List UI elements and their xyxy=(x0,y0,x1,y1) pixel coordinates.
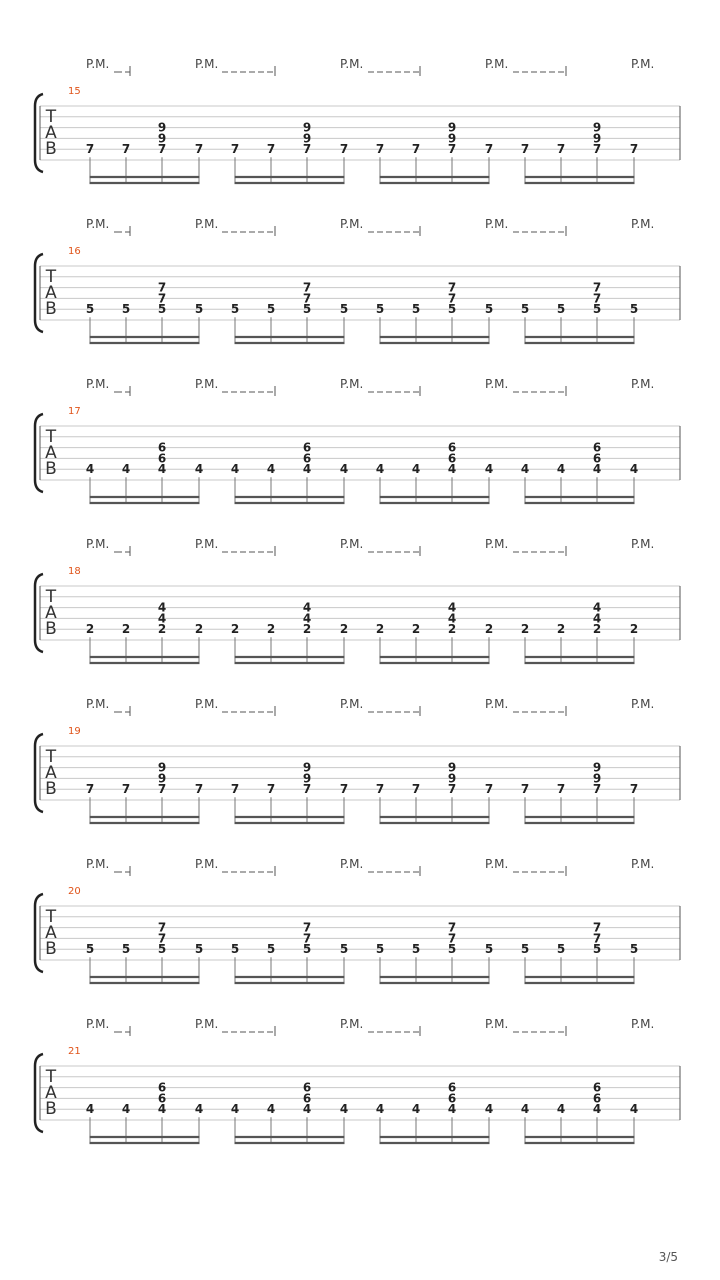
palm-mute-label: P.M. xyxy=(631,377,655,391)
fret-number: 4 xyxy=(520,462,530,477)
tab-clef-letter: T xyxy=(45,106,57,127)
palm-mute-label: P.M. xyxy=(195,1017,219,1031)
fret-number: 5 xyxy=(157,942,167,957)
fret-number: 5 xyxy=(520,942,530,957)
measure-number: 19 xyxy=(68,726,81,737)
fret-number: 7 xyxy=(592,291,602,306)
fret-number: 7 xyxy=(85,142,95,157)
fret-number: 6 xyxy=(592,440,602,455)
fret-number: 6 xyxy=(157,1080,167,1095)
fret-number: 7 xyxy=(375,142,385,157)
fret-number: 2 xyxy=(302,622,312,637)
fret-number: 5 xyxy=(447,302,457,317)
fret-number: 5 xyxy=(556,942,566,957)
fret-number: 7 xyxy=(157,782,167,797)
tab-clef-letter: B xyxy=(45,138,57,159)
tab-clef-letter: B xyxy=(45,298,57,319)
fret-number: 5 xyxy=(484,942,494,957)
fret-number: 7 xyxy=(592,931,602,946)
fret-number: 4 xyxy=(629,1102,639,1117)
fret-number: 7 xyxy=(157,291,167,306)
fret-number: 9 xyxy=(447,760,457,775)
fret-number: 5 xyxy=(447,942,457,957)
fret-number: 7 xyxy=(411,142,421,157)
fret-number: 7 xyxy=(302,280,312,295)
fret-number: 6 xyxy=(302,440,312,455)
fret-number: 7 xyxy=(266,142,276,157)
fret-number: 2 xyxy=(157,622,167,637)
fret-number: 2 xyxy=(629,622,639,637)
fret-number: 2 xyxy=(85,622,95,637)
fret-number: 4 xyxy=(592,1102,602,1117)
fret-number: 7 xyxy=(85,782,95,797)
palm-mute-label: P.M. xyxy=(86,57,110,71)
fret-number: 9 xyxy=(302,120,312,135)
fret-number: 7 xyxy=(157,280,167,295)
tab-clef-letter: T xyxy=(45,746,57,767)
fret-number: 4 xyxy=(230,1102,240,1117)
fret-number: 7 xyxy=(592,280,602,295)
fret-number: 7 xyxy=(157,931,167,946)
fret-number: 4 xyxy=(375,462,385,477)
measure-number: 15 xyxy=(68,86,81,97)
fret-number: 7 xyxy=(592,782,602,797)
fret-number: 4 xyxy=(157,600,167,615)
fret-number: 6 xyxy=(592,1080,602,1095)
fret-number: 2 xyxy=(447,622,457,637)
fret-number: 9 xyxy=(157,760,167,775)
fret-number: 4 xyxy=(447,611,457,626)
tab-clef-letter: A xyxy=(45,122,57,143)
fret-number: 7 xyxy=(230,782,240,797)
palm-mute-label: P.M. xyxy=(485,217,509,231)
palm-mute-label: P.M. xyxy=(631,57,655,71)
fret-number: 4 xyxy=(375,1102,385,1117)
fret-number: 7 xyxy=(592,920,602,935)
fret-number: 7 xyxy=(520,782,530,797)
palm-mute-label: P.M. xyxy=(195,377,219,391)
tab-clef-letter: T xyxy=(45,586,57,607)
fret-number: 5 xyxy=(194,942,204,957)
fret-number: 7 xyxy=(629,142,639,157)
fret-number: 9 xyxy=(302,131,312,146)
palm-mute-label: P.M. xyxy=(485,697,509,711)
tab-clef-letter: A xyxy=(45,602,57,623)
fret-number: 5 xyxy=(194,302,204,317)
fret-number: 4 xyxy=(592,611,602,626)
fret-number: 5 xyxy=(85,302,95,317)
fret-number: 4 xyxy=(157,611,167,626)
fret-number: 2 xyxy=(230,622,240,637)
fret-number: 5 xyxy=(520,302,530,317)
fret-number: 4 xyxy=(157,462,167,477)
fret-number: 5 xyxy=(411,942,421,957)
tab-clef-letter: A xyxy=(45,762,57,783)
fret-number: 5 xyxy=(266,302,276,317)
palm-mute-label: P.M. xyxy=(485,537,509,551)
fret-number: 7 xyxy=(302,142,312,157)
fret-number: 4 xyxy=(121,1102,131,1117)
fret-number: 7 xyxy=(484,782,494,797)
palm-mute-label: P.M. xyxy=(631,857,655,871)
fret-number: 2 xyxy=(121,622,131,637)
fret-number: 6 xyxy=(447,1091,457,1106)
fret-number: 5 xyxy=(266,942,276,957)
palm-mute-label: P.M. xyxy=(86,1017,110,1031)
palm-mute-label: P.M. xyxy=(86,857,110,871)
fret-number: 6 xyxy=(592,451,602,466)
fret-number: 4 xyxy=(592,600,602,615)
fret-number: 7 xyxy=(230,142,240,157)
fret-number: 7 xyxy=(520,142,530,157)
palm-mute-label: P.M. xyxy=(340,857,364,871)
page-number: 3/5 xyxy=(658,1250,678,1264)
fret-number: 2 xyxy=(520,622,530,637)
fret-number: 6 xyxy=(302,1091,312,1106)
fret-number: 5 xyxy=(339,302,349,317)
fret-number: 4 xyxy=(194,1102,204,1117)
fret-number: 6 xyxy=(447,451,457,466)
fret-number: 7 xyxy=(157,142,167,157)
measure-number: 17 xyxy=(68,406,81,417)
fret-number: 2 xyxy=(194,622,204,637)
fret-number: 4 xyxy=(447,462,457,477)
fret-number: 5 xyxy=(157,302,167,317)
fret-number: 7 xyxy=(447,931,457,946)
fret-number: 7 xyxy=(592,142,602,157)
tab-clef-letter: A xyxy=(45,922,57,943)
fret-number: 6 xyxy=(447,440,457,455)
fret-number: 2 xyxy=(266,622,276,637)
palm-mute-label: P.M. xyxy=(631,1017,655,1031)
fret-number: 6 xyxy=(302,451,312,466)
fret-number: 5 xyxy=(484,302,494,317)
fret-number: 2 xyxy=(375,622,385,637)
fret-number: 9 xyxy=(157,771,167,786)
fret-number: 9 xyxy=(447,771,457,786)
fret-number: 4 xyxy=(302,611,312,626)
fret-number: 4 xyxy=(266,462,276,477)
fret-number: 4 xyxy=(484,1102,494,1117)
fret-number: 9 xyxy=(592,771,602,786)
fret-number: 7 xyxy=(411,782,421,797)
fret-number: 7 xyxy=(447,142,457,157)
fret-number: 4 xyxy=(520,1102,530,1117)
fret-number: 9 xyxy=(447,131,457,146)
tab-clef-letter: T xyxy=(45,1066,57,1087)
palm-mute-label: P.M. xyxy=(195,697,219,711)
fret-number: 5 xyxy=(375,942,385,957)
fret-number: 9 xyxy=(447,120,457,135)
fret-number: 5 xyxy=(629,302,639,317)
fret-number: 7 xyxy=(302,782,312,797)
palm-mute-label: P.M. xyxy=(485,377,509,391)
fret-number: 6 xyxy=(157,1091,167,1106)
fret-number: 4 xyxy=(484,462,494,477)
fret-number: 7 xyxy=(556,142,566,157)
fret-number: 7 xyxy=(556,782,566,797)
fret-number: 5 xyxy=(411,302,421,317)
fret-number: 5 xyxy=(302,302,312,317)
fret-number: 7 xyxy=(447,291,457,306)
fret-number: 4 xyxy=(85,462,95,477)
fret-number: 4 xyxy=(302,1102,312,1117)
fret-number: 9 xyxy=(302,771,312,786)
measure-number: 21 xyxy=(68,1046,81,1057)
fret-number: 7 xyxy=(484,142,494,157)
palm-mute-label: P.M. xyxy=(340,1017,364,1031)
fret-number: 4 xyxy=(629,462,639,477)
tab-clef-letter: B xyxy=(45,778,57,799)
fret-number: 7 xyxy=(447,920,457,935)
fret-number: 7 xyxy=(121,142,131,157)
fret-number: 4 xyxy=(556,1102,566,1117)
fret-number: 5 xyxy=(556,302,566,317)
fret-number: 7 xyxy=(339,142,349,157)
palm-mute-label: P.M. xyxy=(340,217,364,231)
fret-number: 9 xyxy=(592,120,602,135)
fret-number: 5 xyxy=(592,302,602,317)
fret-number: 6 xyxy=(157,451,167,466)
palm-mute-label: P.M. xyxy=(631,217,655,231)
fret-number: 4 xyxy=(230,462,240,477)
fret-number: 7 xyxy=(194,142,204,157)
fret-number: 7 xyxy=(302,920,312,935)
palm-mute-label: P.M. xyxy=(340,697,364,711)
fret-number: 5 xyxy=(230,302,240,317)
fret-number: 7 xyxy=(194,782,204,797)
fret-number: 6 xyxy=(592,1091,602,1106)
palm-mute-label: P.M. xyxy=(86,217,110,231)
fret-number: 4 xyxy=(447,600,457,615)
fret-number: 7 xyxy=(157,920,167,935)
fret-number: 9 xyxy=(302,760,312,775)
fret-number: 7 xyxy=(302,931,312,946)
fret-number: 5 xyxy=(121,942,131,957)
fret-number: 6 xyxy=(302,1080,312,1095)
tab-clef-letter: B xyxy=(45,458,57,479)
fret-number: 4 xyxy=(302,600,312,615)
fret-number: 5 xyxy=(230,942,240,957)
tab-clef-letter: B xyxy=(45,938,57,959)
palm-mute-label: P.M. xyxy=(195,537,219,551)
fret-number: 7 xyxy=(302,291,312,306)
fret-number: 4 xyxy=(302,462,312,477)
fret-number: 4 xyxy=(447,1102,457,1117)
palm-mute-label: P.M. xyxy=(340,537,364,551)
fret-number: 7 xyxy=(447,280,457,295)
fret-number: 4 xyxy=(194,462,204,477)
fret-number: 9 xyxy=(157,131,167,146)
fret-number: 4 xyxy=(339,1102,349,1117)
palm-mute-label: P.M. xyxy=(86,537,110,551)
tab-clef-letter: B xyxy=(45,618,57,639)
fret-number: 5 xyxy=(302,942,312,957)
fret-number: 6 xyxy=(157,440,167,455)
fret-number: 9 xyxy=(592,131,602,146)
fret-number: 4 xyxy=(266,1102,276,1117)
fret-number: 9 xyxy=(592,760,602,775)
fret-number: 7 xyxy=(121,782,131,797)
fret-number: 9 xyxy=(157,120,167,135)
palm-mute-label: P.M. xyxy=(86,377,110,391)
measure-number: 16 xyxy=(68,246,81,257)
measure-number: 20 xyxy=(68,886,81,897)
fret-number: 2 xyxy=(411,622,421,637)
fret-number: 5 xyxy=(121,302,131,317)
tab-clef-letter: T xyxy=(45,426,57,447)
palm-mute-label: P.M. xyxy=(485,1017,509,1031)
palm-mute-label: P.M. xyxy=(195,57,219,71)
fret-number: 7 xyxy=(339,782,349,797)
measure-number: 18 xyxy=(68,566,81,577)
fret-number: 7 xyxy=(375,782,385,797)
tab-clef-letter: T xyxy=(45,266,57,287)
palm-mute-label: P.M. xyxy=(631,537,655,551)
fret-number: 2 xyxy=(592,622,602,637)
fret-number: 4 xyxy=(339,462,349,477)
fret-number: 4 xyxy=(592,462,602,477)
palm-mute-label: P.M. xyxy=(86,697,110,711)
palm-mute-label: P.M. xyxy=(195,857,219,871)
fret-number: 5 xyxy=(629,942,639,957)
tab-clef-letter: A xyxy=(45,1082,57,1103)
fret-number: 4 xyxy=(121,462,131,477)
fret-number: 5 xyxy=(375,302,385,317)
fret-number: 7 xyxy=(629,782,639,797)
palm-mute-label: P.M. xyxy=(631,697,655,711)
palm-mute-label: P.M. xyxy=(340,377,364,391)
fret-number: 2 xyxy=(339,622,349,637)
fret-number: 4 xyxy=(411,1102,421,1117)
palm-mute-label: P.M. xyxy=(485,57,509,71)
fret-number: 4 xyxy=(411,462,421,477)
fret-number: 2 xyxy=(484,622,494,637)
tab-clef-letter: T xyxy=(45,906,57,927)
fret-number: 5 xyxy=(339,942,349,957)
fret-number: 7 xyxy=(447,782,457,797)
palm-mute-label: P.M. xyxy=(340,57,364,71)
fret-number: 4 xyxy=(157,1102,167,1117)
fret-number: 7 xyxy=(266,782,276,797)
fret-number: 6 xyxy=(447,1080,457,1095)
tab-clef-letter: A xyxy=(45,442,57,463)
palm-mute-label: P.M. xyxy=(195,217,219,231)
fret-number: 4 xyxy=(85,1102,95,1117)
fret-number: 5 xyxy=(85,942,95,957)
fret-number: 4 xyxy=(556,462,566,477)
fret-number: 5 xyxy=(592,942,602,957)
palm-mute-label: P.M. xyxy=(485,857,509,871)
fret-number: 2 xyxy=(556,622,566,637)
tab-clef-letter: A xyxy=(45,282,57,303)
tab-clef-letter: B xyxy=(45,1098,57,1119)
